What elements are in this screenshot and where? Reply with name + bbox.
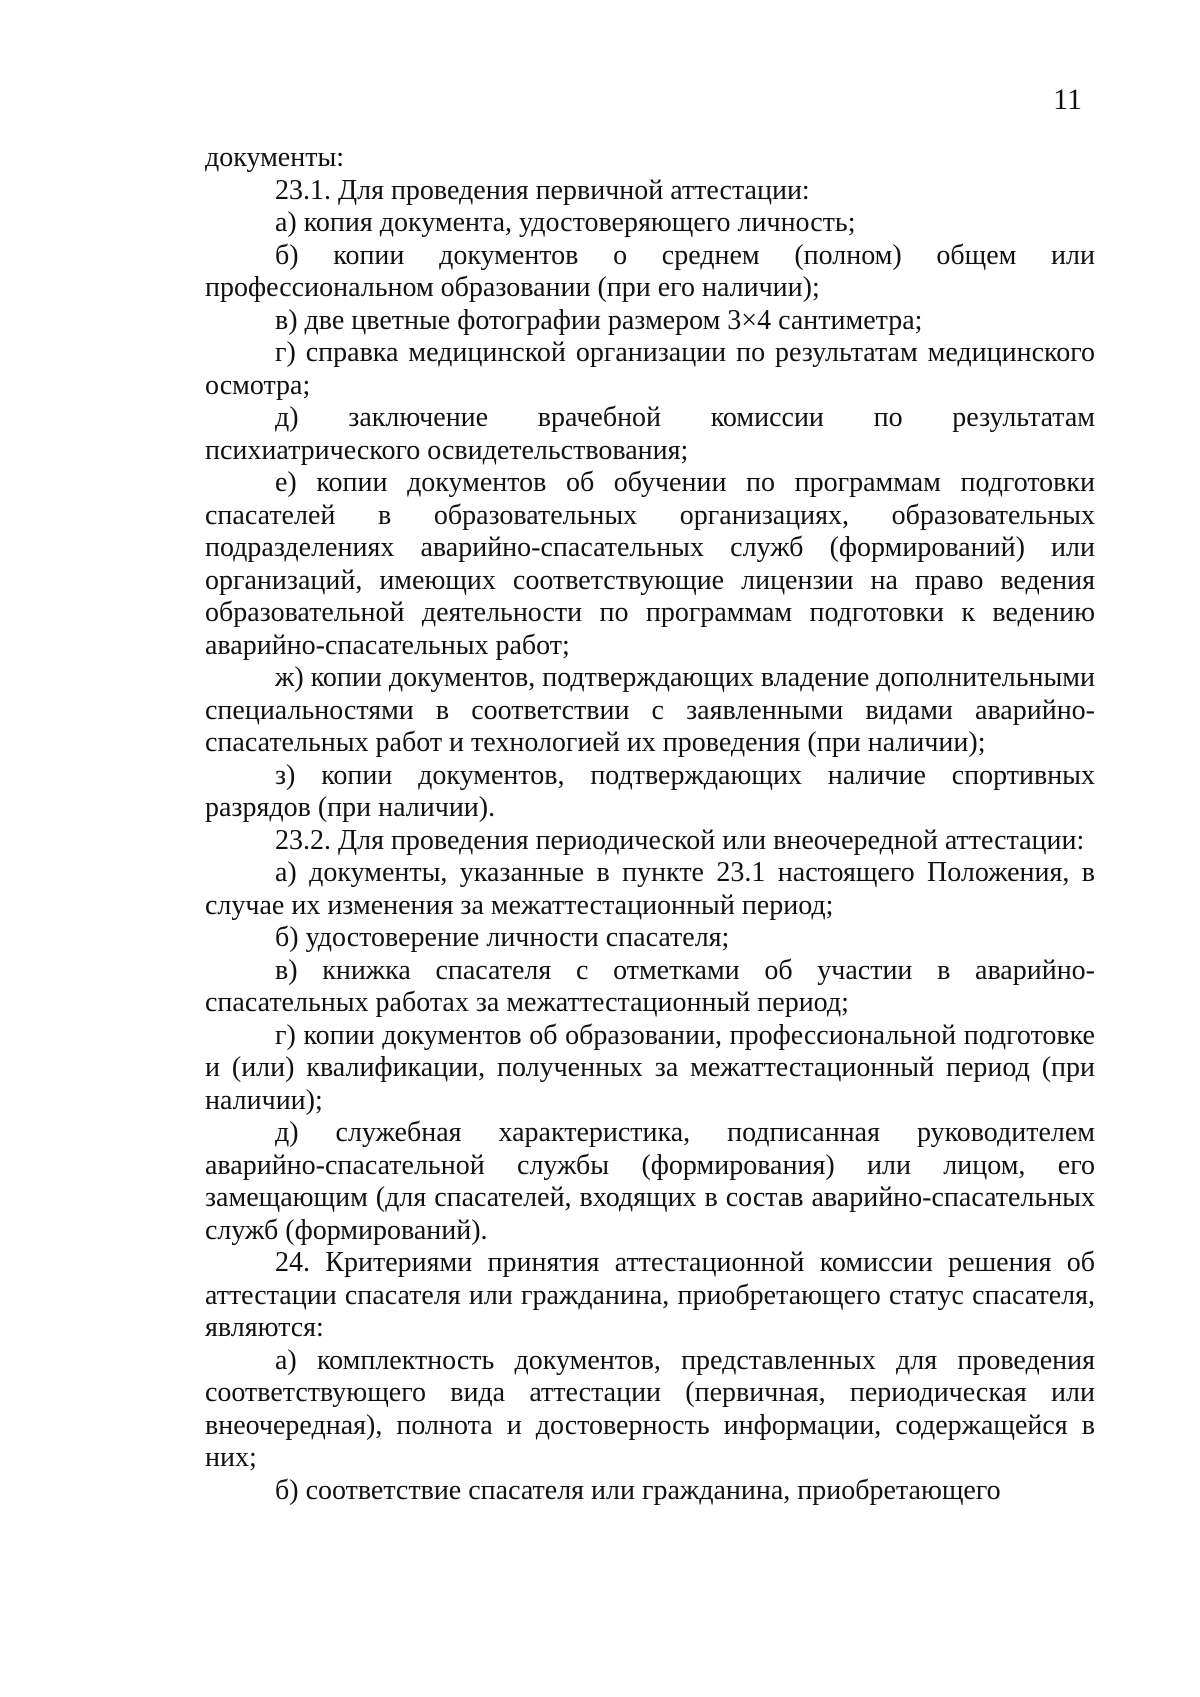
paragraph-23-2-a: а) документы, указанные в пункте 23.1 настоящего Положения, в случае их изменения за межаттестационный период;: [205, 857, 1095, 921]
paragraph-23-2-v: в) книжка спасателя с отметками об участии в аварийно-спасательных работах за межаттестационный период;: [205, 954, 1095, 1018]
paragraph-23-1-zh: ж) копии документов, подтверждающих владение дополнительными специальностями в соответствии с заявленными видами аварийно-спасательных работ и технологией их проведения (при наличии);: [205, 662, 1095, 758]
paragraph-23-1-b: б) копии документов о среднем (полном) общем или профессиональном образовании (при его наличии);: [205, 239, 1095, 303]
paragraph-23-1-heading: 23.1. Для проведения первичной аттестации:: [275, 174, 810, 206]
paragraph-23-2-g: г) копии документов об образовании, профессиональной подготовке и (или) квалификации, полученных за межаттестационный период (при наличии);: [205, 1019, 1095, 1116]
paragraph-24-a: а) комплектность документов, представленных для проведения соответствующего вида аттестации (первичная, периодическая или внеочередная), полнота и достоверность информации, содержащейся в них;: [205, 1344, 1095, 1473]
paragraph-23-2-b: б) удостоверение личности спасателя;: [275, 922, 730, 953]
paragraph-24-heading: 24. Критериями принятия аттестационной комиссии решения об аттестации спасателя или гражданина, приобретающего статус спасателя, являются:: [205, 1247, 1095, 1343]
page-number: 11: [1053, 83, 1082, 116]
paragraph-23-1-d: д) заключение врачебной комиссии по результатам психиатрического освидетельствования;: [205, 402, 1095, 466]
paragraph-23-1-e: е) копии документов об обучении по программам подготовки спасателей в образовательных организациях, образовательных подразделениях аварийно-спасательных служб (формирований) или организаций, имеющих соответствующие лицензии на право ведения образовательной деятельности по программам подготовки к ведению аварийно-спасательных работ;: [205, 467, 1095, 661]
paragraph-23-1-a: а) копия документа, удостоверяющего личность;: [275, 207, 856, 238]
paragraph-23-2-d: д) служебная характеристика, подписанная руководителем аварийно-спасательной службы (формирования) или лицом, его замещающим (для спасателей, входящих в состав аварийно-спасательных служб (формирований).: [205, 1117, 1095, 1246]
paragraph-23-2-heading: 23.2. Для проведения периодической или внеочередной аттестации:: [275, 824, 1085, 856]
paragraph-23-1-v: в) две цветные фотографии размером 3×4 сантиметра;: [275, 304, 923, 336]
paragraph-documents-label: документы:: [205, 142, 345, 173]
paragraph-23-1-g: г) справка медицинской организации по результатам медицинского осмотра;: [205, 337, 1095, 401]
document-body: [205, 142, 1095, 1507]
paragraph-23-1-z: з) копии документов, подтверждающих наличие спортивных разрядов (при наличии).: [205, 759, 1095, 823]
paragraph-24-b: б) соответствие спасателя или гражданина, приобретающего: [275, 1474, 1001, 1506]
